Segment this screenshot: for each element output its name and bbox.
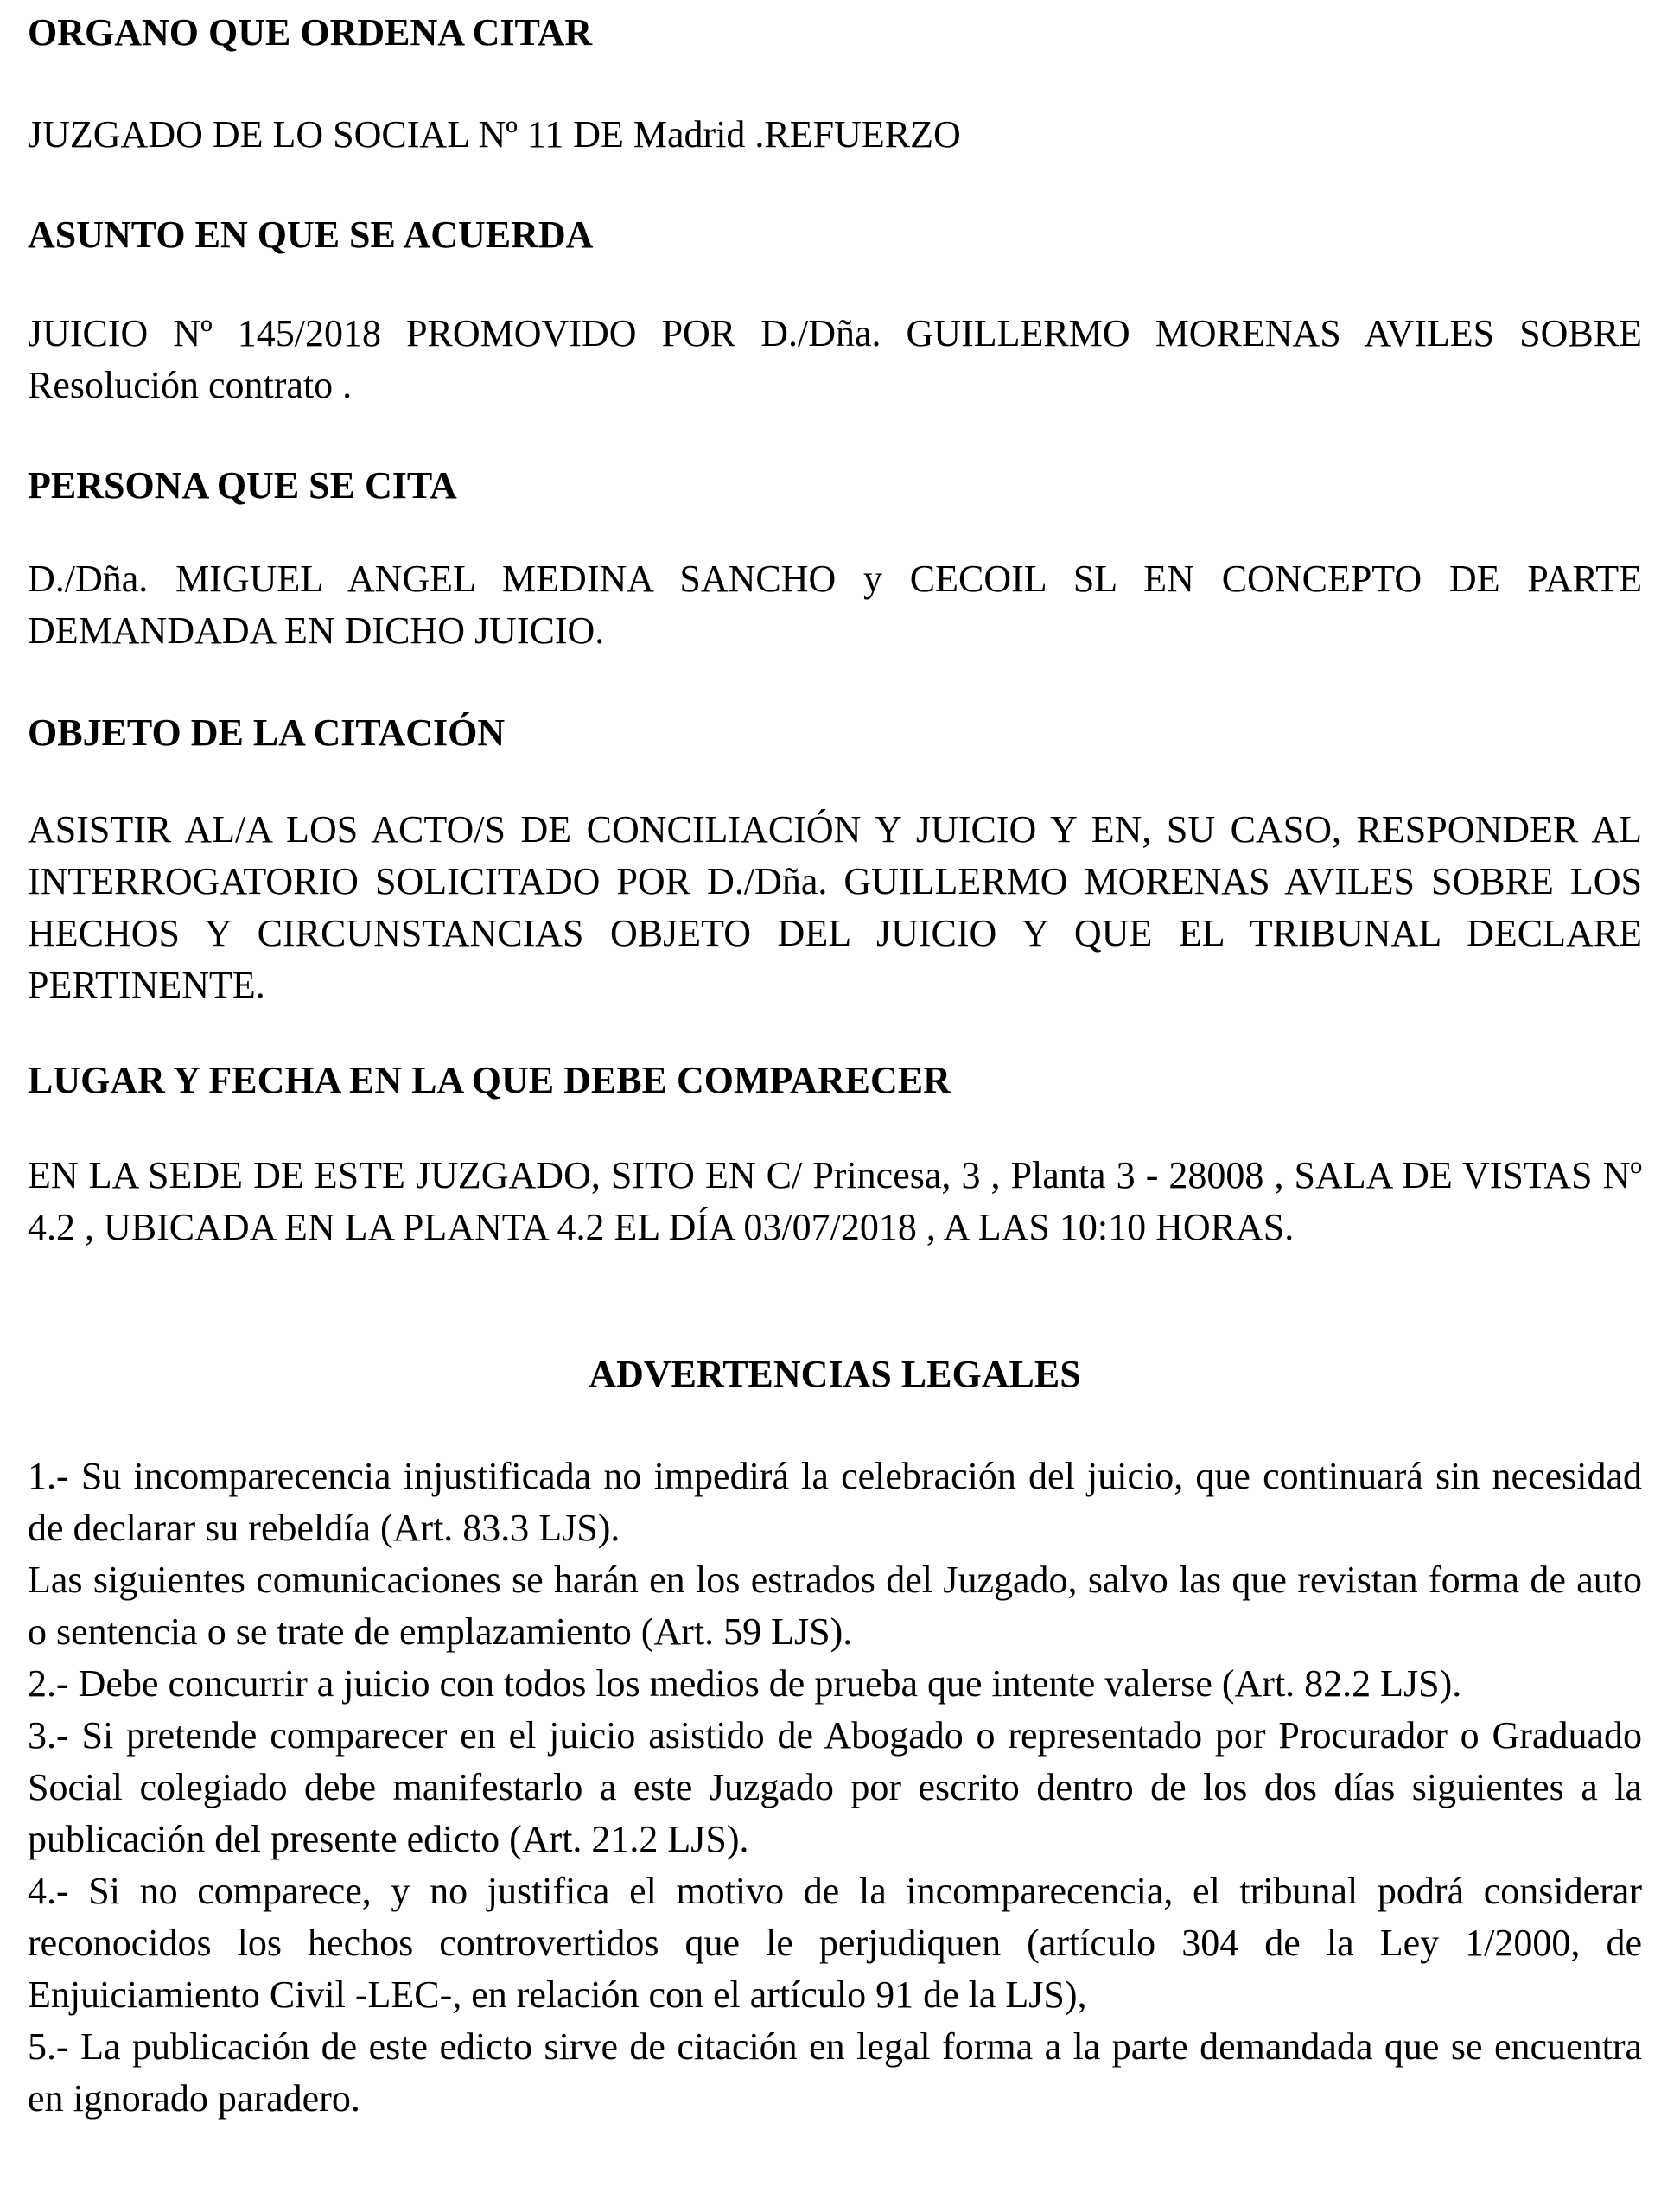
list-item: 1.- Su incomparecencia injustificada no impedirá la celebración del juicio, que continuará sin necesidad de declarar su rebeldía (Art. 83.3 LJS). [28,1455,1642,1549]
list-item: Las siguientes comunicaciones se harán en los estrados del Juzgado, salvo las que revistan forma de auto o sentencia o se trate de emplazamiento (Art. 59 LJS). [28,1559,1642,1653]
list-item: 4.- Si no comparece, y no justifica el motivo de la incomparecencia, el tribunal podrá considerar reconocidos los hechos controvertidos que le perjudiquen (artículo 304 de la Ley 1/2000, de Enjuiciamiento Civil -LEC-, en relación con el artículo 91 de la LJS), [28,1870,1642,2016]
list-item: 5.- La publicación de este edicto sirve de citación en legal forma a la parte demandada que se encuentra en ignorado paradero. [28,2025,1642,2120]
list-item: 3.- Si pretende comparecer en el juicio asistido de Abogado o representado por Procurador o Graduado Social colegiado debe manifestarlo a este Juzgado por escrito dentro de los dos días siguientes a la publicación del presente edicto (Art. 21.2 LJS). [28,1714,1642,1860]
heading-organo: ORGANO QUE ORDENA CITAR [28,11,593,54]
heading-persona: PERSONA QUE SE CITA [28,464,457,507]
advertencias-list [28,1450,1642,2125]
heading-objeto: OBJETO DE LA CITACIÓN [28,711,506,754]
text-organo: JUZGADO DE LO SOCIAL Nº 11 DE Madrid .REFUERZO [28,113,961,156]
heading-asunto: ASUNTO EN QUE SE ACUERDA [28,214,594,256]
heading-lugar: LUGAR Y FECHA EN LA QUE DEBE COMPARECER [28,1059,951,1101]
text-objeto: ASISTIR AL/A LOS ACTO/S DE CONCILIACIÓN Y JUICIO Y EN, SU CASO, RESPONDER AL INTERROGATORIO SOLICITADO POR D./Dña. GUILLERMO MORENAS AVILES SOBRE LOS HECHOS Y CIRCUNSTANCIAS OBJETO DEL JUICIO Y QUE EL TRIBUNAL DECLARE PERTINENTE. [28,808,1642,1006]
advertencias-title: ADVERTENCIAS LEGALES [589,1353,1081,1395]
text-lugar: EN LA SEDE DE ESTE JUZGADO, SITO EN C/ Princesa, 3 , Planta 3 - 28008 , SALA DE VISTAS Nº 4.2 , UBICADA EN LA PLANTA 4.2 EL DÍA 03/07/2018 , A LAS 10:10 HORAS. [28,1154,1642,1248]
text-asunto: JUICIO Nº 145/2018 PROMOVIDO POR D./Dña. GUILLERMO MORENAS AVILES SOBRE Resolución contrato . [28,312,1642,406]
list-item: 2.- Debe concurrir a juicio con todos los medios de prueba que intente valerse (Art. 82.2 LJS). [28,1662,1462,1705]
text-persona: D./Dña. MIGUEL ANGEL MEDINA SANCHO y CECOIL SL EN CONCEPTO DE PARTE DEMANDADA EN DICHO JUICIO. [28,558,1642,652]
